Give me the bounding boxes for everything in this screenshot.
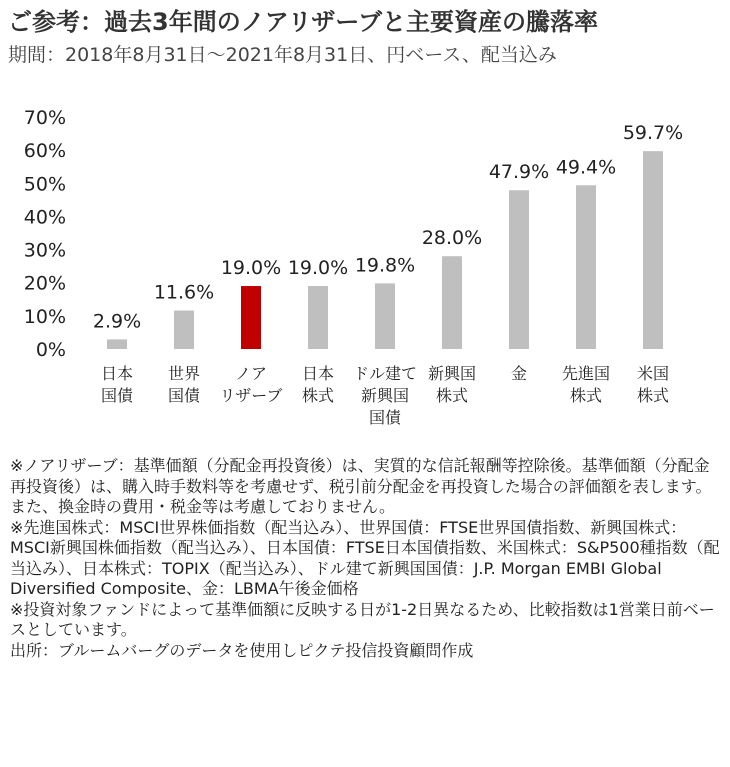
note-indices: ※先進国株式：MSCI世界株価指数（配当込み）、世界国債：FTSE世界国債指数、新興国株式：MSCI新興国株価指数（配当込み）、日本国債：FTSE日本国債指数、米国株式：S&P500種指数（配当込み）、日本株式：TOPIX（配当込み）、ドル建て新興国国債：J.P. Morgan EMBI Global Diversified Composite、金：LBMA午後金価格 — [10, 517, 720, 598]
bar — [241, 286, 261, 349]
note-source: 出所：ブルームバーグのデータを使用しピクテ投信投資顧問作成 — [10, 640, 474, 660]
chart-subtitle: 期間：2018年8月31日～2021年8月31日、円ベース、配当込み — [8, 44, 557, 66]
y-axis — [24, 107, 66, 361]
x-tick-label: ノアリザーブ — [219, 364, 283, 405]
x-tick-label: 金 — [510, 364, 528, 383]
x-tick-label: 日本株式 — [301, 364, 335, 405]
data-label: 2.9% — [92, 310, 142, 333]
data-label: 59.7% — [622, 122, 684, 145]
y-tick-label: 30% — [23, 239, 66, 262]
bar — [509, 190, 529, 349]
note-noah-reserve: ※ノアリザーブ：基準価額（分配金再投資後）は、実質的な信託報酬等控除後。基準価額（分配金再投資後）は、購入時手数料等を考慮せず、税引前分配金を再投資した場合の評価額を表します。また、換金時の費用・税金等は考慮しておりません。 — [10, 456, 712, 516]
y-tick-label: 40% — [23, 206, 66, 229]
data-label: 19.0% — [220, 257, 282, 280]
data-label: 19.8% — [354, 254, 416, 277]
x-tick-label: ドル建て新興国国債 — [352, 364, 418, 427]
bar — [308, 286, 328, 349]
x-tick-label: 世界国債 — [167, 364, 201, 405]
x-tick-label: 米国株式 — [636, 364, 670, 405]
chart-title: ご参考：過去3年間のノアリザーブと主要資産の騰落率 — [8, 8, 599, 36]
y-tick-label: 50% — [23, 173, 66, 196]
x-tick-label: 新興国株式 — [427, 364, 477, 405]
bar — [643, 151, 663, 349]
data-label: 49.4% — [555, 156, 617, 179]
bar — [107, 339, 127, 349]
x-axis — [101, 364, 669, 427]
data-label: 11.6% — [153, 281, 215, 304]
data-label: 47.9% — [488, 161, 550, 184]
y-tick-label: 20% — [23, 272, 66, 295]
y-tick-label: 60% — [23, 140, 66, 163]
y-tick-label: 10% — [23, 305, 66, 328]
y-tick-label: 0% — [35, 339, 66, 361]
note-base-date: ※投資対象ファンドによって基準価額に反映する日が1-2日異なるため、比較指数は1営業日前ベースとしています。 — [10, 599, 715, 639]
y-tick-label: 70% — [23, 107, 66, 129]
x-tick-label: 日本国債 — [100, 364, 134, 405]
footnotes — [10, 456, 722, 661]
bar — [174, 311, 194, 349]
bar-chart — [0, 95, 730, 440]
bar — [442, 256, 462, 349]
bar — [576, 185, 596, 349]
data-label: 28.0% — [421, 227, 483, 250]
bar — [375, 283, 395, 349]
data-label: 19.0% — [287, 257, 349, 280]
bars — [107, 151, 663, 349]
x-tick-label: 先進国株式 — [561, 364, 611, 405]
